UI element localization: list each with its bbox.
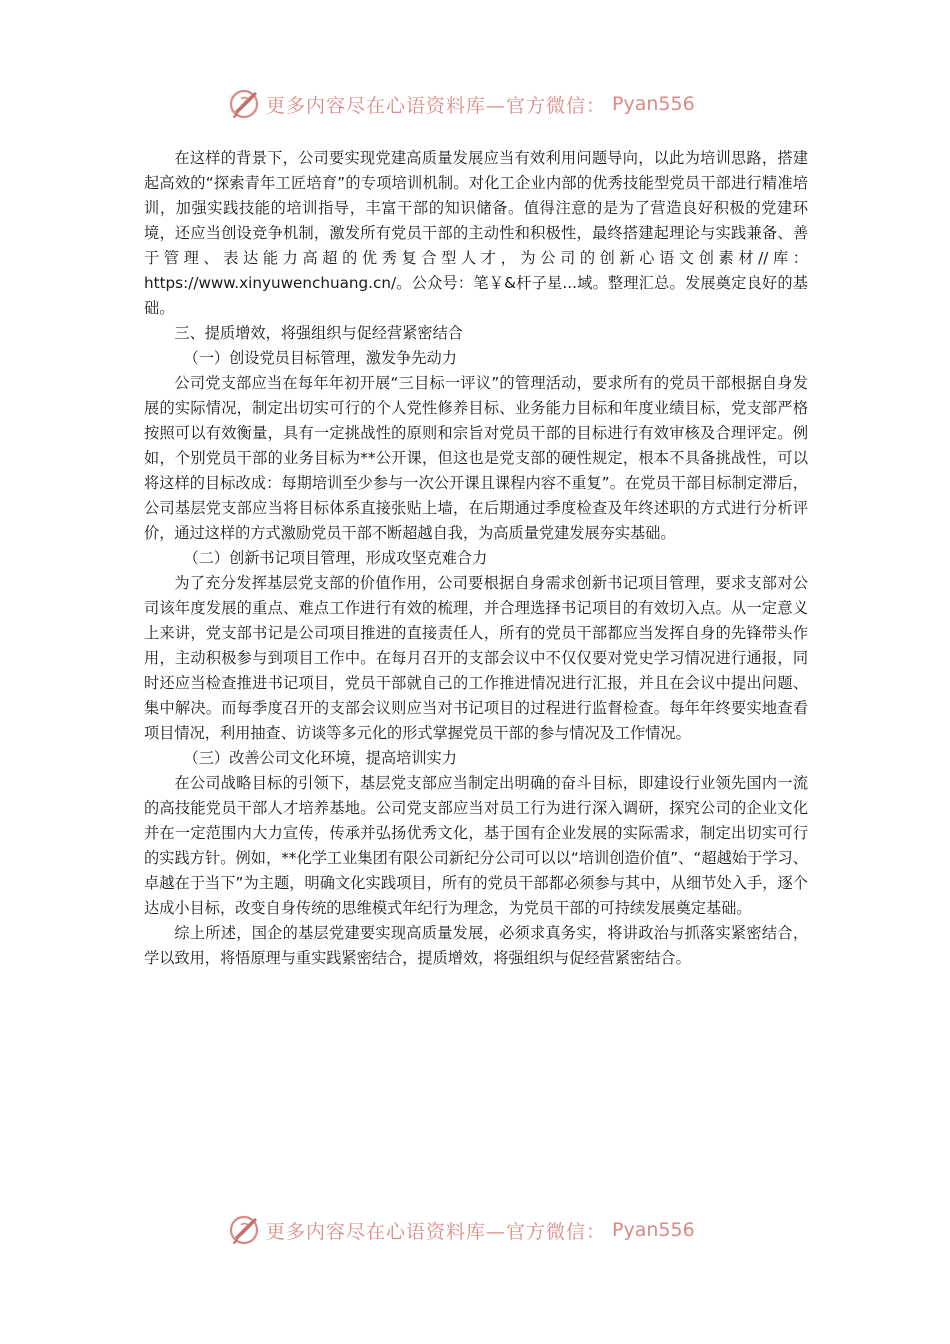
section-heading: 三、提质增效，将强组织与促经营紧密结合 <box>174 324 463 342</box>
watermark-text: 更多内容尽在心语资料库—官方微信： <box>266 94 607 117</box>
paragraph: 在公司战略目标的引领下，基层党支部应当制定出明确的奋斗目标，即建设行业领先国内一流的高技能党员干部人才培养基地。公司党支部应当对员工行为进行深入调研，探究公司的企业文化并在一定范围内大力宣传，传承并弘扬优秀文化，基于国有企业发展的实际需求，制定出切实可行的实践方针。例如，**化学工业集团有限公司新纪分公司可以以“培训创造价值”、“超越始于学习、卓越在于当下”为主题，明确文化实践项目，所有的党员干部都必须参与其中，从细节处入手，逐个达成小目标，改变自身传统的思维模式年纪行为理念，为党员干部的可持续发展奠定基础。 <box>144 774 808 917</box>
paragraph: 综上所述，国企的基层党建要实现高质量发展，必须求真务实，将讲政治与抓落实紧密结合，学以致用，将悟原理与重实践紧密结合，提质增效，将强组织与促经营紧密结合。 <box>144 924 808 967</box>
subsection-heading: （一）创设党员目标管理，激发争先动力 <box>183 349 457 367</box>
subsection-heading: （二）创新书记项目管理，形成攻坚克难合力 <box>183 549 488 567</box>
watermark-wechat-id: Pyan556 <box>612 1219 695 1241</box>
pen-logo-icon <box>228 87 262 121</box>
watermark-wechat-id: Pyan556 <box>612 93 695 115</box>
watermark-header <box>228 84 695 124</box>
paragraph: 为了充分发挥基层党支部的价值作用，公司要根据自身需求创新书记项目管理，要求支部对公司该年度发展的重点、难点工作进行有效的梳理，并合理选择书记项目的有效切入点。从一定意义上来讲，党支部书记是公司项目推进的直接责任人，所有的党员干部都应当发挥自身的先锋带头作用，主动积极参与到项目工作中。在每月召开的支部会议中不仅仅要对党史学习情况进行通报，同时还应当检查推进书记项目，党员干部就自己的工作推进情况进行汇报，并且在会议中提出问题、集中解决。而每季度召开的支部会议则应当对书记项目的过程进行监督检查。每年年终要实地查看项目情况，利用抽查、访谈等多元化的形式掌握党员干部的参与情况及工作情况。 <box>144 574 808 742</box>
watermark-footer <box>228 1210 695 1250</box>
paragraph: 在这样的背景下，公司要实现党建高质量发展应当有效利用问题导向，以此为培训思路，搭建起高效的“探索青年工匠培育”的专项培训机制。对化工企业内部的优秀技能型党员干部进行精准培训，加强实践技能的培训指导，丰富干部的知识储备。值得注意的是为了营造良好积极的党建环境，还应当创设竞争机制，激发所有党员干部的主动性和积极性，最终搭建起理论与实践兼备、善于管理、表达能力高超的优秀复合型人才，为公司的创新心语文创素材//库：https://www.xinyuwenchuang.cn/。公众号：笔￥&杆子星...域。整理汇总。发展奠定良好的基础。 <box>144 149 808 317</box>
pen-logo-icon <box>228 1213 262 1247</box>
watermark-text: 更多内容尽在心语资料库—官方微信： <box>266 1220 607 1243</box>
paragraph: 公司党支部应当在每年年初开展“三目标一评议”的管理活动，要求所有的党员干部根据自身发展的实际情况，制定出切实可行的个人党性修养目标、业务能力目标和年度业绩目标，党支部严格按照可以有效衡量，具有一定挑战性的原则和宗旨对党员干部的目标进行有效审核及合理评定。例如，个别党员干部的业务目标为**公开课，但这也是党支部的硬性规定，根本不具备挑战性，可以将这样的目标改成：每期培训至少参与一次公开课且课程内容不重复”。在党员干部目标制定滞后，公司基层党支部应当将目标体系直接张贴上墙，在后期通过季度检查及年终述职的方式进行分析评价，通过这样的方式激励党员干部不断超越自我，为高质量党建发展夯实基础。 <box>144 374 808 542</box>
document-body <box>144 146 808 971</box>
subsection-heading: （三）改善公司文化环境，提高培训实力 <box>183 749 457 767</box>
